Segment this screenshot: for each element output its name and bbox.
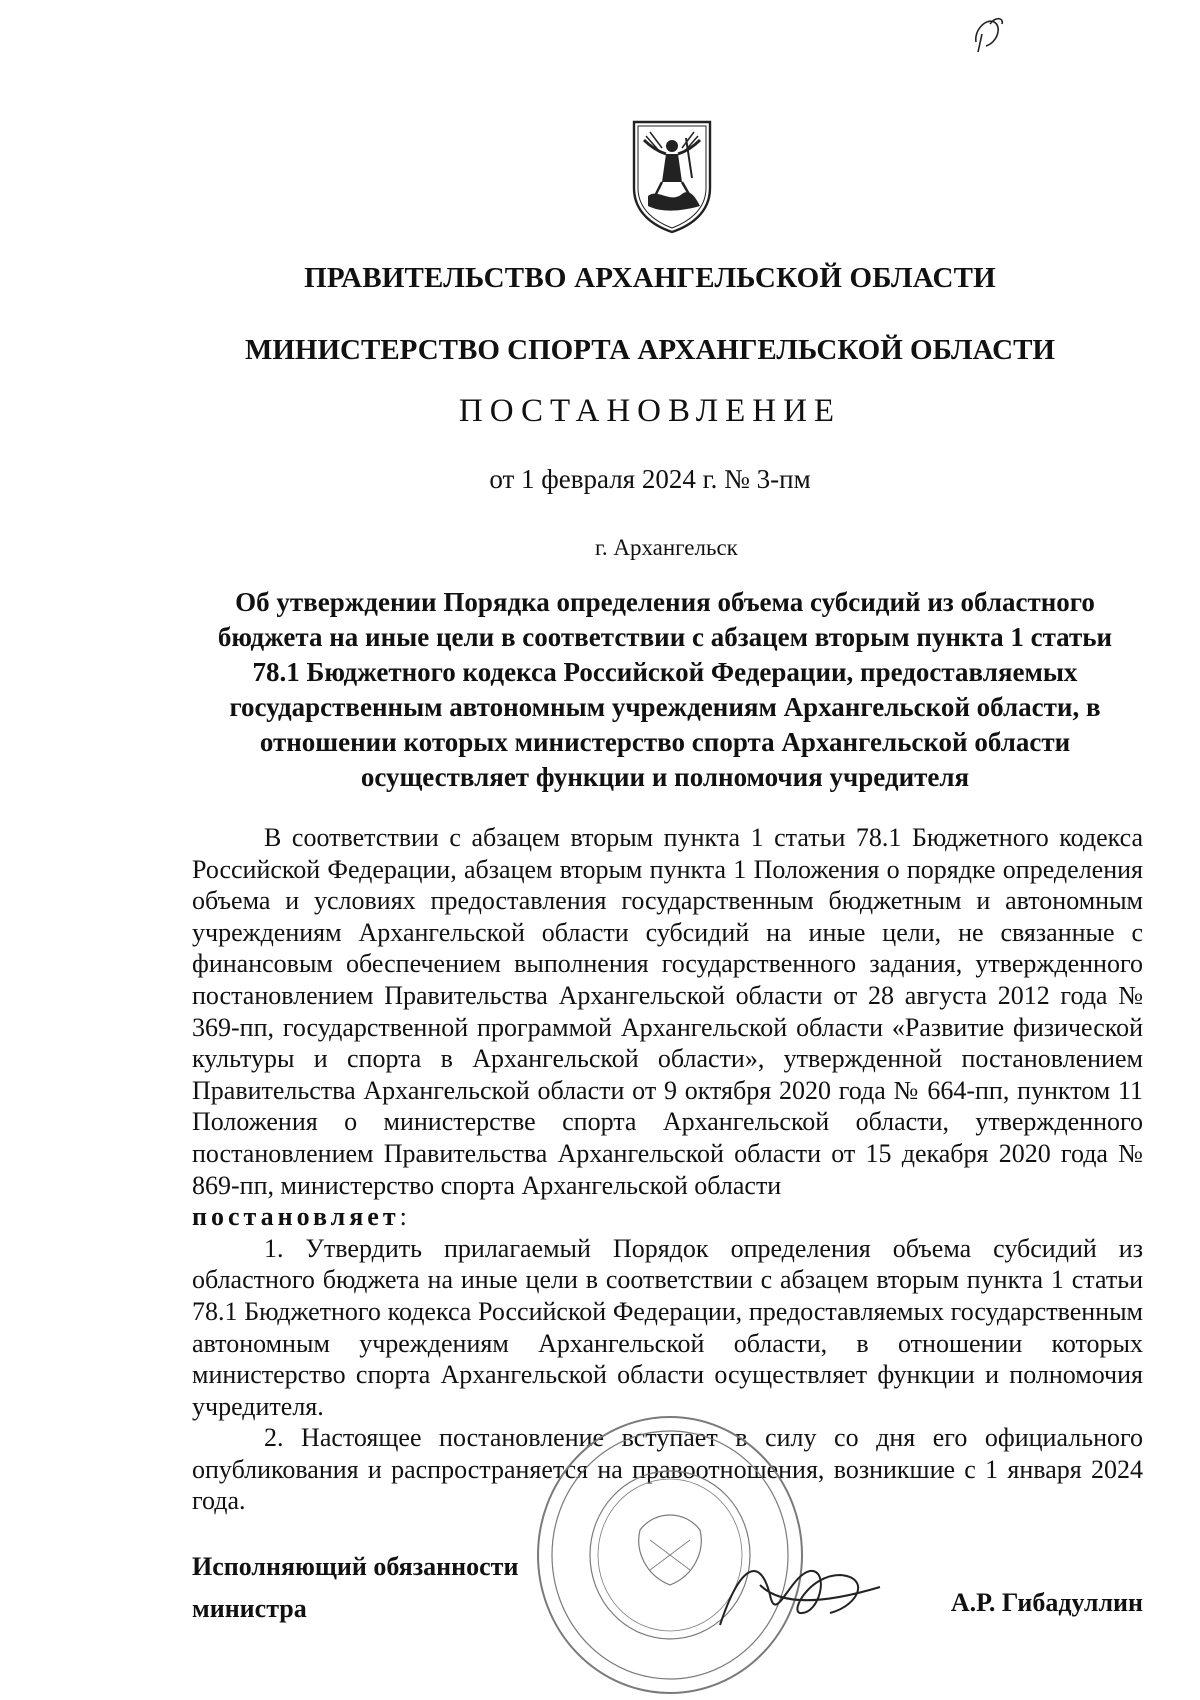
government-title: ПРАВИТЕЛЬСТВО АРХАНГЕЛЬСКОЙ ОБЛАСТИ — [304, 262, 996, 294]
signatory-position — [192, 1546, 518, 1630]
document-date-number: от 1 февраля 2024 г. № 3-пм — [489, 464, 811, 494]
preamble-text: В соответствии с абзацем вторым пункта 1 статьи 78.1 Бюджетного кодекса Российской Федерации, абзацем вторым пункта 1 Положения о порядке определения объема и условиях предоставления государственным бюджетным и автономным учреждениям Архангельской области субсидий на иные цели, не связанные с финансовым обеспечением выполнения государственного задания, утвержденного постановлением Правительства Архангельской области от 28 августа 2012 года № 369-пп, государственной программой Архангельской области «Развитие физической культуры и спорта в Архангельской области», утвержденной постановлением Правительства Архангельской области от 9 октября 2020 года № 664-пп, пунктом 11 Положения о министерстве спорта Архангельской области, утвержденного постановлением Правительства Архангельской области от 15 декабря 2020 года № 869-пп, министерство спорта Архангельской области — [192, 823, 1143, 1200]
document-city-text: г. Архангельск — [595, 535, 738, 560]
handwritten-mark-icon — [968, 12, 1008, 56]
document-subject: Об утверждении Порядка определения объема субсидий из областного бюджета на иные цели в соответствии с абзацем вторым пункта 1 статьи 78.1 Бюджетного кодекса Российской Федерации, предоставляемых государственным автономным учреждениям Архангельской области, в отношении которых министерство спорта Архангельской области осуществляет функции и полномочия учредителя — [217, 587, 1113, 792]
document-type: ПОСТАНОВЛЕНИЕ — [458, 393, 842, 429]
ministry-title: МИНИСТЕРСТВО СПОРТА АРХАНГЕЛЬСКОЙ ОБЛАСТИ — [245, 334, 1055, 366]
preamble-paragraph — [192, 822, 1143, 1233]
signatory-position-line2: министра — [192, 1594, 307, 1623]
resolves-word: постановляет — [192, 1202, 400, 1232]
signatory-position-line1: Исполняющий обязанности — [192, 1552, 519, 1581]
item-2-paragraph: 2. Настоящее постановление вступает в силу со дня его официального опубликования и распространяется на правоотношения, возникшие с 1 января 2024 года. — [192, 1423, 1143, 1516]
coat-of-arms-icon — [630, 118, 714, 234]
item-1-paragraph: 1. Утвердить прилагаемый Порядок определения объема субсидий из областного бюджета на иные цели в соответствии с абзацем вторым пункта 1 статьи 78.1 Бюджетного кодекса Российской Федерации, предоставляемых государственным автономным учреждениям Архангельской области, в отношении которых министерство спорта Архангельской области осуществляет функции и полномочия учредителя. — [192, 1233, 1143, 1421]
signatory-name: А.Р. Гибадуллин — [950, 1588, 1143, 1617]
signature-icon — [700, 1535, 900, 1655]
resolves-colon: : — [399, 1202, 407, 1232]
